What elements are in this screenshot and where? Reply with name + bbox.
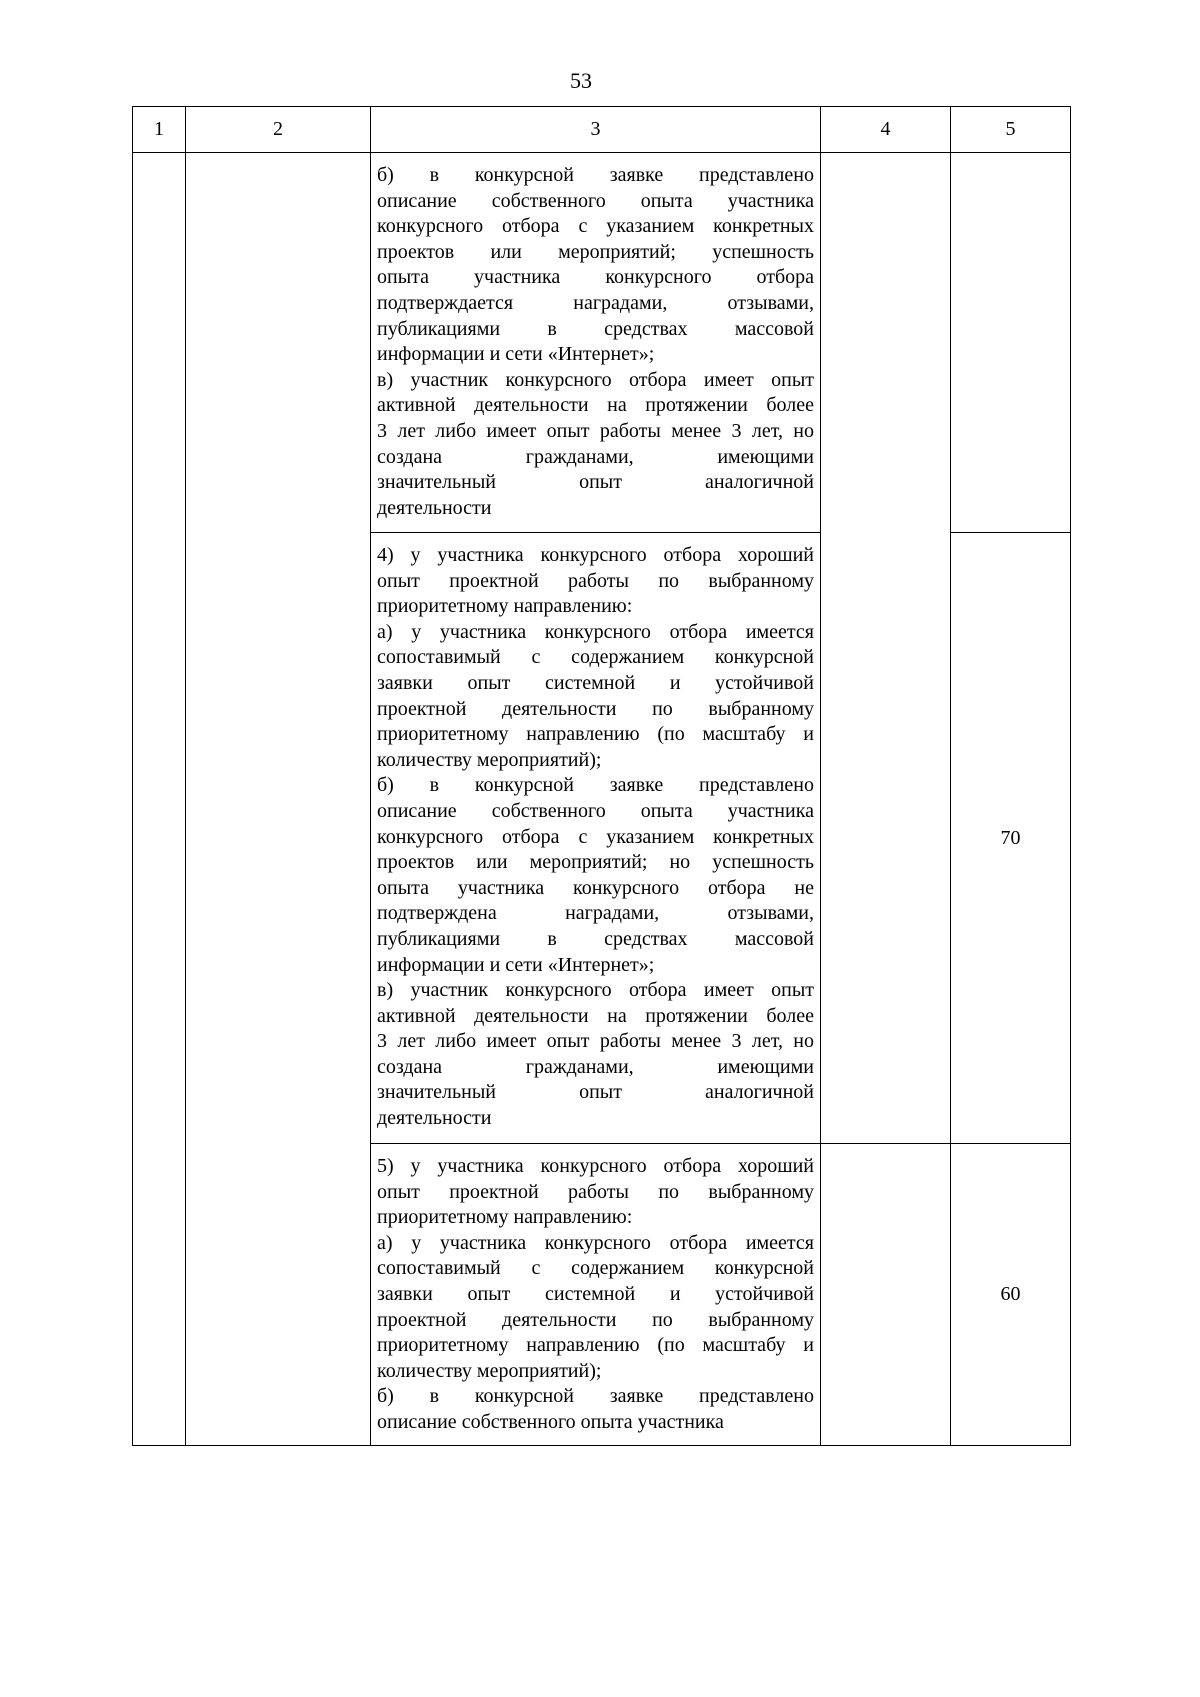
text-line: в) участник конкурсного отбора имеет опыт (377, 368, 814, 391)
text-line: значительный опыт аналогичной (377, 1081, 814, 1104)
text-line: описание собственного опыта участника (377, 189, 814, 212)
header-cell: 2 (186, 107, 371, 153)
text-line: публикациями в средствах массовой (377, 317, 814, 340)
text-line: а) у участника конкурсного отбора имеется (377, 620, 814, 643)
text-line: подтверждена наградами, отзывами, (377, 902, 814, 925)
text-line: конкурсного отбора с указанием конкретных (377, 215, 814, 238)
text-line: проектной деятельности по выбранному (377, 697, 814, 720)
text-line: подтверждается наградами, отзывами, (377, 291, 814, 314)
text-line: 3 лет либо имеет опыт работы менее 3 лет, но (377, 1030, 814, 1053)
table-header-row (133, 107, 1071, 153)
text-line: проектов или мероприятий; но успешность (377, 851, 814, 874)
text-line: опыта участника конкурсного отбора не (377, 876, 814, 899)
text-line: заявки опыт системной и устойчивой (377, 671, 814, 694)
text-line: б) в конкурсной заявке представлено (377, 774, 814, 797)
text-line: активной деятельности на протяжении более (377, 1004, 814, 1027)
header-cell: 3 (371, 107, 821, 153)
text-line: количеству мероприятий); (377, 748, 602, 771)
score-cell: 70 (951, 533, 1071, 1144)
text-line: приоритетному направлению (по масштабу и (377, 1334, 814, 1357)
text-line: а) у участника конкурсного отбора имеется (377, 1231, 814, 1254)
col2-cell (186, 153, 371, 1446)
text-line: б) в конкурсной заявке представлено (377, 164, 814, 186)
text-line: активной деятельности на протяжении более (377, 394, 814, 417)
text-line: проектной деятельности по выбранному (377, 1308, 814, 1331)
text-line: проектов или мероприятий; успешность (377, 240, 814, 263)
criteria-text-cell (371, 153, 821, 533)
text-line: б) в конкурсной заявке представлено (377, 1385, 814, 1408)
text-line: публикациями в средствах массовой (377, 927, 814, 950)
text-line: деятельности (377, 496, 492, 519)
text-line: в) участник конкурсного отбора имеет опыт (377, 979, 814, 1002)
col4-cell (821, 153, 951, 1144)
text-line: опыта участника конкурсного отбора (377, 266, 814, 289)
text-line: опыт проектной работы по выбранному (377, 569, 814, 592)
text-line: сопоставимый с содержанием конкурсной (377, 1257, 814, 1280)
header-cell: 1 (133, 107, 186, 153)
text-line: деятельности (377, 1107, 492, 1130)
text-line: 3 лет либо имеет опыт работы менее 3 лет, но (377, 419, 814, 442)
text-line: сопоставимый с содержанием конкурсной (377, 646, 814, 669)
score-cell (951, 153, 1071, 533)
text-line: описание собственного опыта участника (377, 1410, 724, 1433)
table-row (133, 153, 1071, 533)
text-line: 5) у участника конкурсного отбора хороший (377, 1155, 814, 1177)
text-line: описание собственного опыта участника (377, 799, 814, 822)
text-line: опыт проектной работы по выбранному (377, 1180, 814, 1203)
score-cell: 60 (951, 1144, 1071, 1446)
text-line: создана гражданами, имеющими (377, 1055, 814, 1078)
text-line: 4) у участника конкурсного отбора хороший (377, 544, 814, 566)
text-line: приоритетному направлению: (377, 1206, 633, 1229)
header-cell: 4 (821, 107, 951, 153)
col4-cell (821, 1144, 951, 1446)
text-line: приоритетному направлению (по масштабу и (377, 723, 814, 746)
header-cell: 5 (951, 107, 1071, 153)
criteria-text-cell (371, 1144, 821, 1446)
text-line: приоритетному направлению: (377, 595, 633, 618)
text-line: создана гражданами, имеющими (377, 445, 814, 468)
text-line: заявки опыт системной и устойчивой (377, 1282, 814, 1305)
col1-cell (133, 153, 186, 1446)
text-line: информации и сети «Интернет»; (377, 343, 655, 366)
text-line: количеству мероприятий); (377, 1359, 602, 1382)
text-line: значительный опыт аналогичной (377, 471, 814, 494)
text-line: информации и сети «Интернет»; (377, 953, 655, 976)
page-number: 53 (570, 68, 592, 93)
criteria-text-cell (371, 533, 821, 1144)
text-line: конкурсного отбора с указанием конкретных (377, 825, 814, 848)
criteria-table (132, 106, 1071, 1446)
